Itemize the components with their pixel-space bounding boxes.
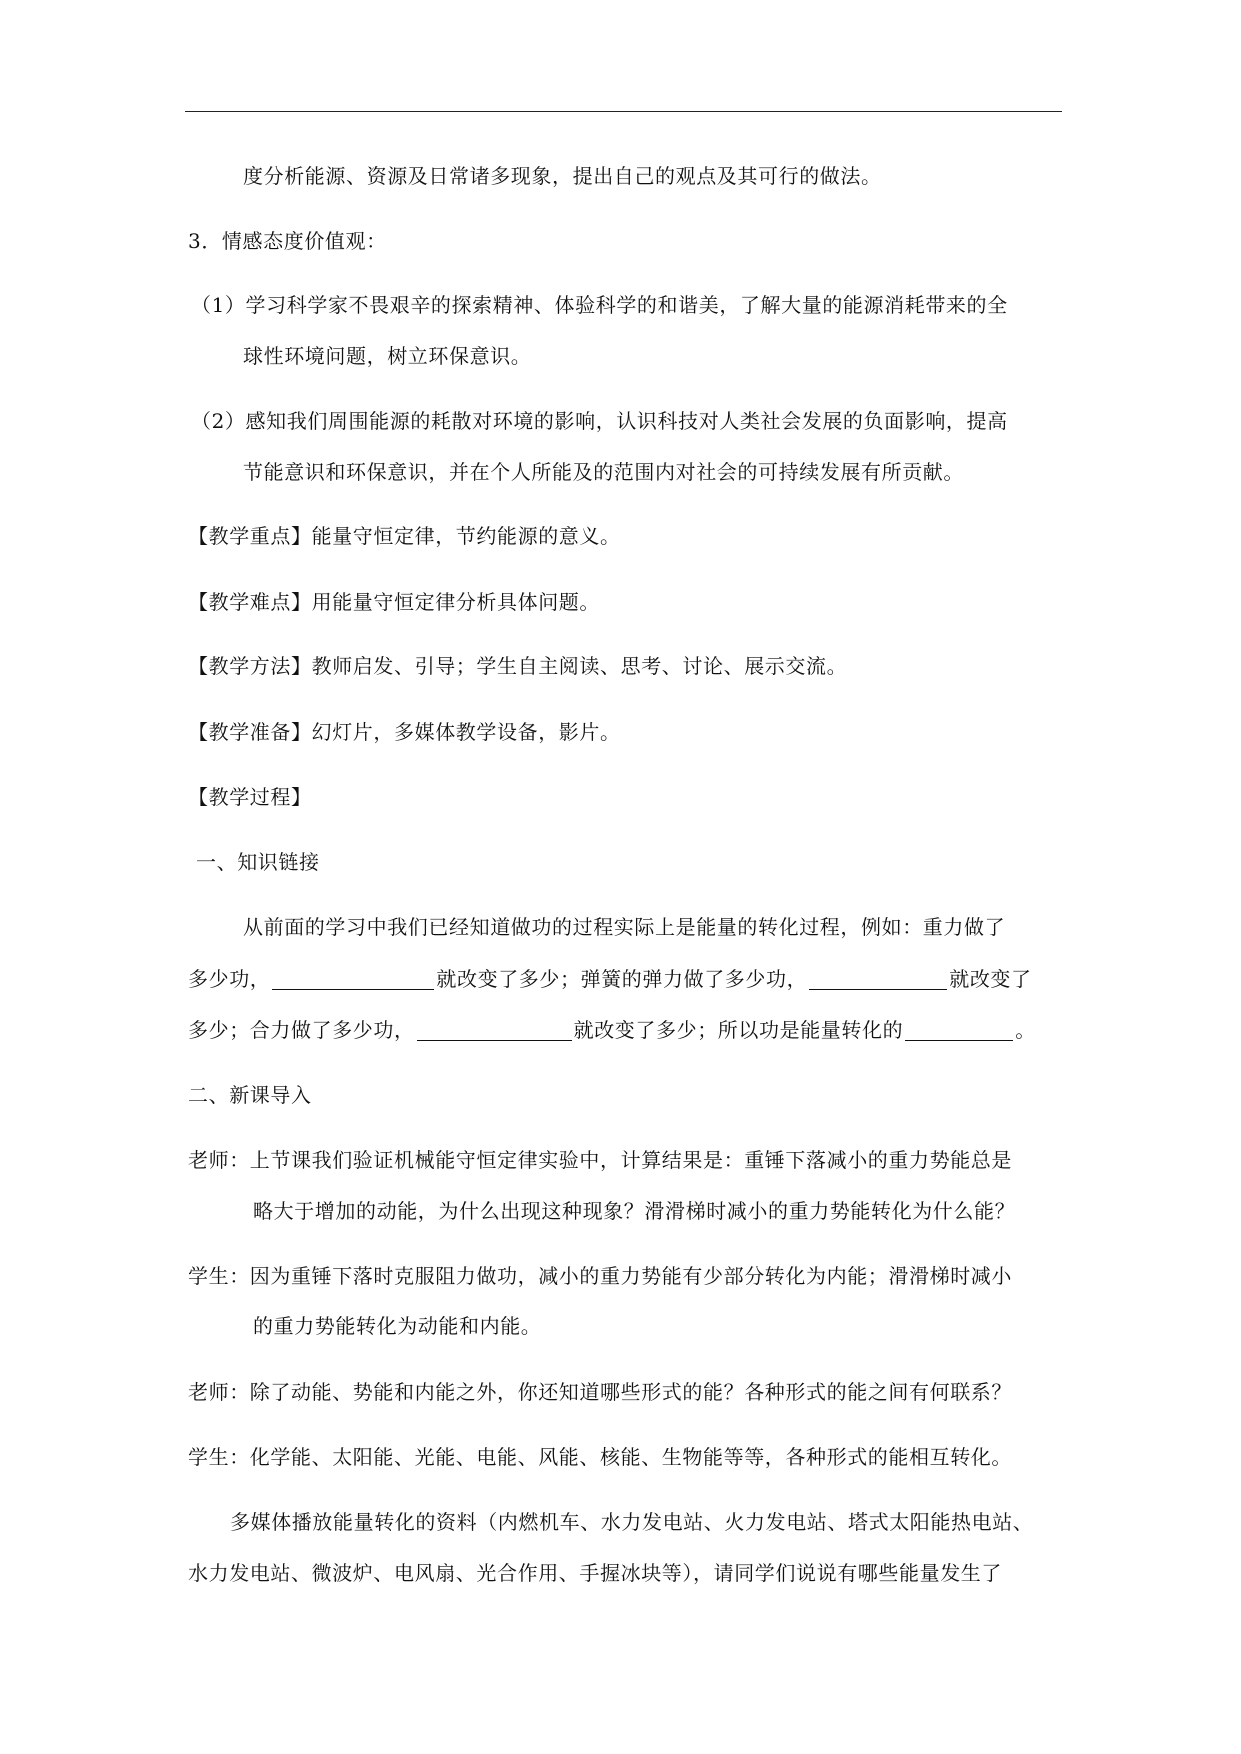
section-heading: 二、新课导入 <box>188 1083 312 1107</box>
paragraph-line: 从前面的学习中我们已经知道做功的过程实际上是能量的转化过程，例如：重力做了 <box>243 915 1006 939</box>
dialogue-line: 学生：化学能、太阳能、光能、电能、风能、核能、生物能等等，各种形式的能相互转化。 <box>188 1445 1012 1469</box>
header-rule <box>185 111 1062 112</box>
dialogue-line: 学生：因为重锤下落时克服阻力做功，减小的重力势能有少部分转化为内能；滑滑梯时减小 <box>188 1264 1012 1288</box>
text-line: 度分析能源、资源及日常诸多现象，提出自己的观点及其可行的做法。 <box>243 164 882 188</box>
text-segment: 就改变了多少；弹簧的弹力做了多少功， <box>436 967 808 991</box>
text-segment: 多少；合力做了多少功， <box>188 1018 415 1042</box>
fill-blank-line <box>188 1016 1036 1044</box>
section-heading: 一、知识链接 <box>196 850 320 874</box>
dialogue-continuation: 略大于增加的动能，为什么出现这种现象？滑滑梯时减小的重力势能转化为什么能？ <box>253 1199 1016 1223</box>
text-segment: 就改变了多少；所以功是能量转化的 <box>573 1018 904 1042</box>
paragraph-line: 多媒体播放能量转化的资料（内燃机车、水力发电站、火力发电站、塔式太阳能热电站、 <box>230 1510 1034 1534</box>
text-segment: 多少功， <box>188 967 271 991</box>
dialogue-continuation: 的重力势能转化为动能和内能。 <box>253 1314 542 1338</box>
teaching-difficulty: 【教学难点】用能量守恒定律分析具体问题。 <box>188 590 600 614</box>
answer-blank[interactable] <box>905 1018 1013 1041</box>
teaching-focus: 【教学重点】能量守恒定律，节约能源的意义。 <box>188 524 621 548</box>
teaching-method: 【教学方法】教师启发、引导；学生自主阅读、思考、讨论、展示交流。 <box>188 654 848 678</box>
dialogue-line: 老师：除了动能、势能和内能之外，你还知道哪些形式的能？各种形式的能之间有何联系？ <box>188 1380 1012 1404</box>
text-segment: 就改变了 <box>949 967 1032 991</box>
text-segment: 。 <box>1015 1018 1036 1042</box>
text-line: 节能意识和环保意识，并在个人所能及的范围内对社会的可持续发展有所贡献。 <box>243 460 964 484</box>
teaching-process-heading: 【教学过程】 <box>188 785 312 809</box>
dialogue-line: 老师：上节课我们验证机械能守恒定律实验中，计算结果是：重锤下落减小的重力势能总是 <box>188 1148 1012 1172</box>
answer-blank[interactable] <box>272 967 434 990</box>
list-item: （1）学习科学家不畏艰辛的探索精神、体验科学的和谐美，了解大量的能源消耗带来的全 <box>191 293 1008 317</box>
list-item: （2）感知我们周围能源的耗散对环境的影响，认识科技对人类社会发展的负面影响，提高 <box>191 409 1008 433</box>
text-line: 球性环境问题，树立环保意识。 <box>243 344 532 368</box>
fill-blank-line <box>188 965 1032 993</box>
section-heading: 3．情感态度价值观： <box>188 229 387 253</box>
teaching-preparation: 【教学准备】幻灯片，多媒体教学设备，影片。 <box>188 720 621 744</box>
answer-blank[interactable] <box>417 1018 572 1041</box>
paragraph-line: 水力发电站、微波炉、电风扇、光合作用、手握冰块等），请同学们说说有哪些能量发生了 <box>188 1561 1002 1585</box>
answer-blank[interactable] <box>809 967 947 990</box>
